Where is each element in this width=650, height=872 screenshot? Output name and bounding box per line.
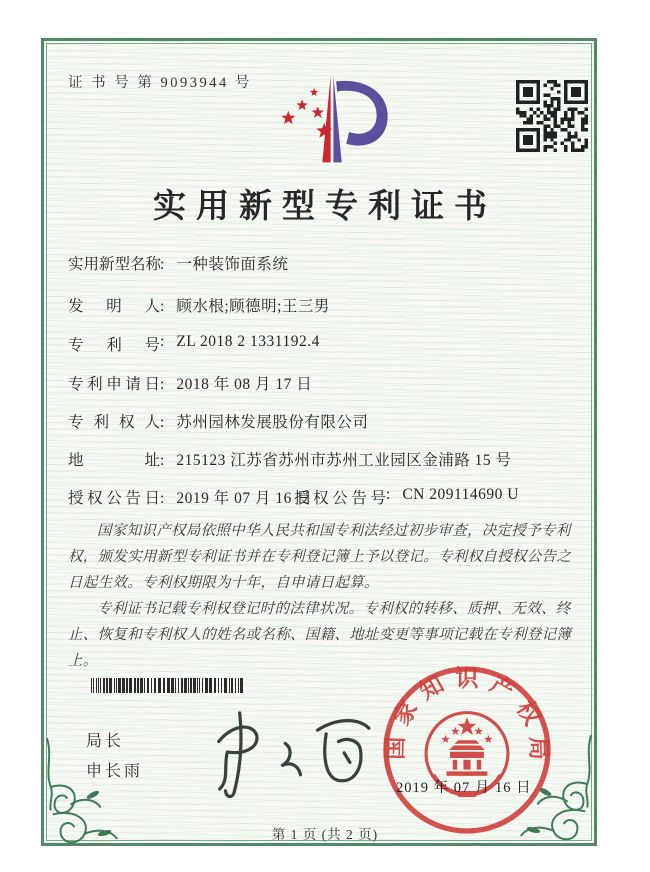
director-title: 局长 bbox=[86, 733, 125, 750]
field-colon: : bbox=[160, 376, 165, 393]
legal-paragraph: 专利证书记载专利权登记时的法律状况。专利权的转移、质押、无效、终止、恢复和专利权人的姓名或名称、国籍、地址变更等事项记载在专利登记簿上。 bbox=[68, 601, 572, 669]
field-group-grant-number bbox=[294, 486, 519, 508]
field-colon: : bbox=[160, 490, 165, 507]
field-value: 苏州园林发展股份有限公司 bbox=[176, 414, 369, 431]
field-colon: : bbox=[160, 298, 165, 315]
field-row-utility-model-name bbox=[68, 252, 588, 274]
field-value: 215123 江苏省苏州市苏州工业园区金浦路 15 号 bbox=[176, 452, 512, 469]
director-name: 申长雨 bbox=[86, 763, 144, 780]
field-row-grant-publication bbox=[68, 486, 588, 508]
barcode-icon bbox=[91, 678, 244, 693]
field-label: 专利号 bbox=[68, 337, 160, 354]
field-value: 顾水根;顾德明;王三男 bbox=[176, 298, 330, 315]
field-value: 2018 年 08 月 17 日 bbox=[176, 376, 313, 393]
field-label: 地址 bbox=[68, 452, 160, 469]
field-colon: : bbox=[160, 414, 165, 431]
legal-paragraph: 国家知识产权局依照中华人民共和国专利法经过初步审查，决定授予专利权，颁发实用新型专利证书并在专利登记簿上予以登记。专利权自授权公告之日起生效。专利权期限为十年，自申请日起算。 bbox=[68, 523, 572, 591]
legal-text-block bbox=[68, 518, 584, 674]
field-colon: : bbox=[386, 486, 391, 503]
seal-date: 2019 年 07 月 16 日 bbox=[396, 780, 532, 796]
field-value: 一种装饰面系统 bbox=[176, 256, 289, 273]
field-value: 2019 年 07 月 16 日 bbox=[176, 490, 313, 507]
field-label: 专利权人 bbox=[68, 414, 160, 431]
field-value: ZL 2018 2 1331192.4 bbox=[176, 333, 320, 350]
field-label: 授权公告号 bbox=[294, 490, 386, 507]
page-number: 第 1 页 (共 2 页) bbox=[271, 827, 379, 842]
certificate-title: 实用新型专利证书 bbox=[153, 189, 497, 225]
field-row-application-date bbox=[68, 372, 588, 394]
svg-text:国家知识产权局: 国家知识产权局 bbox=[382, 665, 552, 761]
field-value: CN 209114690 U bbox=[402, 486, 519, 503]
field-label: 专利申请日 bbox=[68, 376, 160, 393]
field-row-patent-number bbox=[68, 333, 588, 355]
field-label: 授权公告日 bbox=[68, 490, 160, 507]
field-colon: : bbox=[160, 256, 165, 273]
field-colon: : bbox=[160, 452, 165, 469]
field-label: 发明人 bbox=[68, 298, 160, 315]
field-colon: : bbox=[160, 333, 165, 350]
handwritten-signature-icon bbox=[196, 700, 386, 802]
qr-code-icon bbox=[516, 80, 588, 152]
field-row-patentee bbox=[68, 410, 588, 432]
cnipa-logo-icon bbox=[272, 74, 404, 166]
field-label: 实用新型名称 bbox=[68, 256, 162, 273]
field-row-address bbox=[68, 448, 588, 470]
cnipa-red-seal-icon bbox=[378, 661, 556, 839]
certificate-number: 证 书 号 第 9093944 号 bbox=[68, 75, 252, 91]
field-row-inventors bbox=[68, 294, 588, 316]
